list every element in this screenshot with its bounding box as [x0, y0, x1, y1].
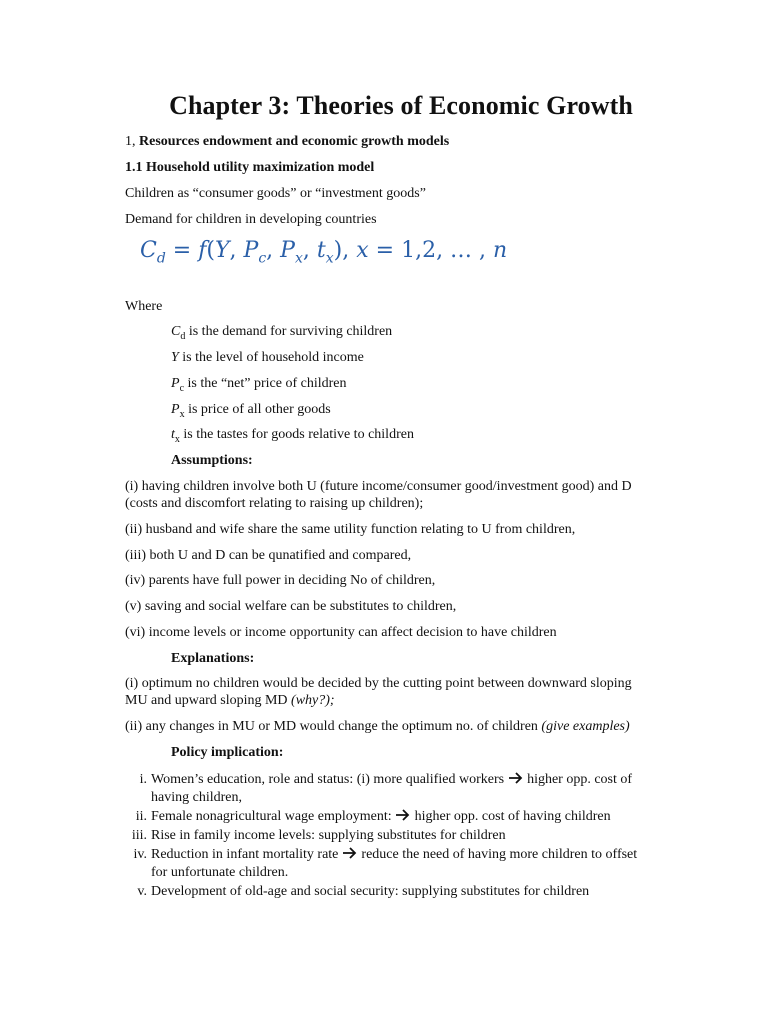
explanation-2: (ii) any changes in MU or MD would change the optimum no. of children (give examples) [125, 719, 630, 734]
policy-item-4-number: iv. [133, 847, 147, 862]
definition-cd: $C_d$ is the demand for surviving children [171, 324, 393, 342]
policy-item-1-number: i. [139, 772, 147, 787]
assumptions-heading: Assumptions: [171, 453, 253, 468]
policy-item-1-continuation: having children, [151, 790, 242, 805]
assumption-1-line-2: (costs and discomfort relating to raising up children); [125, 496, 424, 511]
policy-item-2-number: ii. [135, 809, 147, 824]
subsection-heading: 1.1 Household utility maximization model [125, 160, 375, 175]
intro-line-2: Demand for children in developing countries [125, 212, 377, 227]
where-label: Where [125, 299, 163, 314]
demand-formula: $C_d = f(Y$, $P_c$, $P_x$, $t_x$), x = 1,2, … , n [140, 238, 508, 267]
policy-item-3-number: iii. [131, 828, 147, 843]
right-arrow-icon [395, 808, 411, 822]
policy-item-4: Reduction in infant mortality rate reduce the need of having more children to offset [151, 847, 638, 862]
policy-heading: Policy implication: [171, 745, 284, 760]
explanation-1-line-1: (i) optimum no children would be decided by the cutting point between downward sloping [125, 676, 632, 691]
assumption-5: (v) saving and social welfare can be substitutes to children, [125, 599, 457, 614]
policy-item-4-continuation: for unfortunate children. [151, 865, 289, 880]
right-arrow-icon [508, 771, 524, 785]
section-number: 1, [125, 134, 136, 149]
policy-item-2: Female nonagricultural wage employment: higher opp. cost of having children [151, 809, 611, 824]
policy-item-3: Rise in family income levels: supplying substitutes for children [151, 828, 506, 843]
page-title: Chapter 3: Theories of Economic Growth [169, 91, 633, 120]
policy-item-5: Development of old-age and social security: supplying substitutes for children [151, 884, 590, 899]
assumption-6: (vi) income levels or income opportunity can affect decision to have children [125, 625, 557, 640]
intro-line-1: Children as “consumer goods” or “investment goods” [125, 186, 426, 201]
right-arrow-icon [342, 846, 358, 860]
section-title: Resources endowment and economic growth models [139, 134, 450, 149]
assumption-2: (ii) husband and wife share the same utility function relating to U from children, [125, 522, 576, 537]
policy-item-1: Women’s education, role and status: (i) more qualified workers higher opp. cost of [151, 772, 633, 787]
assumption-1-line-1: (i) having children involve both U (future income/consumer good/investment good) and D [125, 479, 632, 494]
definition-pc: $P_c$ is the “net” price of children [171, 376, 347, 394]
policy-item-5-number: v. [137, 884, 147, 899]
explanations-heading: Explanations: [171, 651, 255, 666]
section-heading [125, 133, 449, 151]
definition-tx: $t_x$ is the tastes for goods relative to children [171, 427, 414, 445]
explanation-1-line-2: MU and upward sloping MD (why?); [125, 693, 335, 708]
definition-px: $P_x$ is price of all other goods [171, 402, 331, 420]
assumption-3: (iii) both U and D can be qunatified and compared, [125, 548, 412, 563]
assumption-4: (iv) parents have full power in deciding No of children, [125, 573, 436, 588]
definition-y: Y is the level of household income [171, 350, 364, 365]
